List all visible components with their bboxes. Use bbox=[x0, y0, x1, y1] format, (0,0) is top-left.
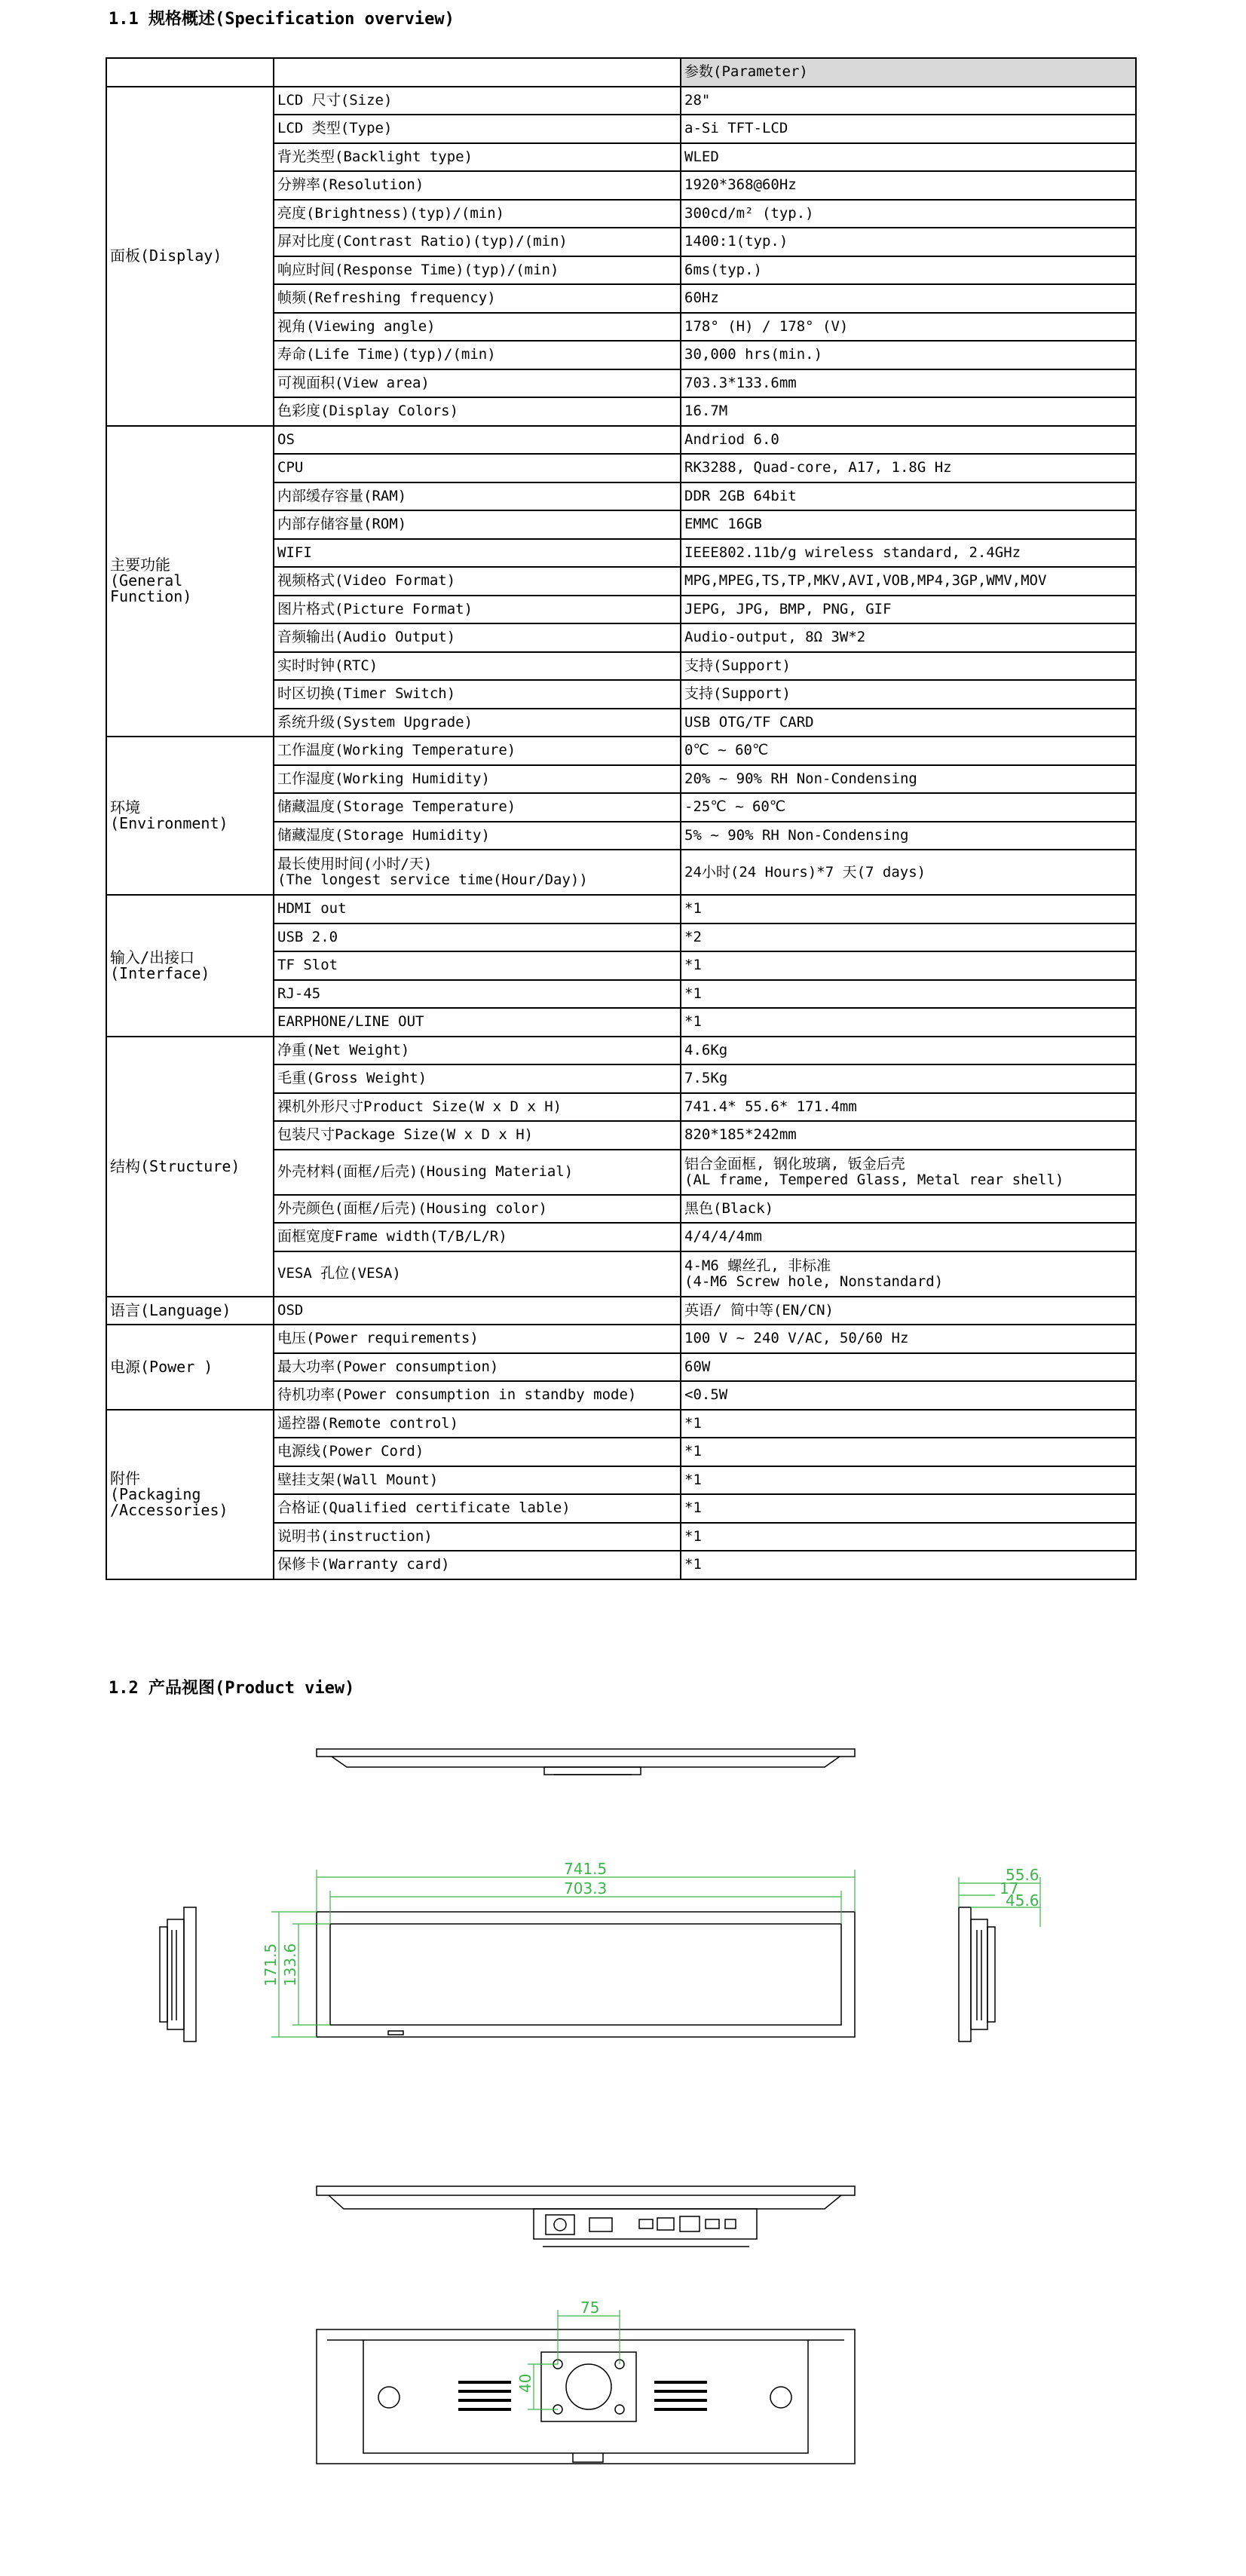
value-cell: EMMC 16GB bbox=[681, 510, 1136, 539]
value-cell: 0℃ ~ 60℃ bbox=[681, 737, 1136, 765]
item-cell: 屏对比度(Contrast Ratio)(typ)/(min) bbox=[274, 228, 681, 256]
item-cell: OSD bbox=[274, 1297, 681, 1325]
table-row bbox=[106, 87, 1136, 115]
value-cell: *2 bbox=[681, 924, 1136, 952]
value-cell: MPG,MPEG,TS,TP,MKV,AVI,VOB,MP4,3GP,WMV,MOV bbox=[681, 567, 1136, 596]
value-cell: *1 bbox=[681, 895, 1136, 924]
item-cell: 储藏温度(Storage Temperature) bbox=[274, 793, 681, 822]
value-cell: 黑色(Black) bbox=[681, 1195, 1136, 1224]
rear-view bbox=[317, 2329, 855, 2464]
product-view-drawing bbox=[0, 1726, 1246, 2480]
table-row bbox=[106, 895, 1136, 924]
dim-depth: 55.6 bbox=[1006, 1866, 1039, 1884]
item-cell: 包装尺寸Package Size(W x D x H) bbox=[274, 1121, 681, 1150]
item-cell: 工作湿度(Working Humidity) bbox=[274, 765, 681, 794]
item-cell: 工作温度(Working Temperature) bbox=[274, 737, 681, 765]
value-text: 铝合金面框, 钢化玻璃, 钣金后壳 bbox=[684, 1155, 905, 1172]
value-cell: 5% ~ 90% RH Non-Condensing bbox=[681, 822, 1136, 850]
item-cell: 可视面积(View area) bbox=[274, 369, 681, 398]
value-cell: *1 bbox=[681, 1410, 1136, 1438]
table-row bbox=[106, 1037, 1136, 1065]
value-cell: 24小时(24 Hours)*7 天(7 days) bbox=[681, 850, 1136, 895]
front-view bbox=[317, 1912, 855, 2037]
category-cell: 结构(Structure) bbox=[106, 1037, 274, 1297]
dim-overall-height: 171.5 bbox=[262, 1943, 280, 1986]
dim-view-width: 703.3 bbox=[564, 1879, 608, 1898]
item-cell: 裸机外形尺寸Product Size(W x D x H) bbox=[274, 1093, 681, 1122]
value-cell: 7.5Kg bbox=[681, 1064, 1136, 1093]
right-side-view bbox=[959, 1907, 995, 2042]
value-cell: *1 bbox=[681, 1438, 1136, 1466]
value-cell: WLED bbox=[681, 143, 1136, 172]
item-cell: 保修卡(Warranty card) bbox=[274, 1551, 681, 1579]
value-cell: 20% ~ 90% RH Non-Condensing bbox=[681, 765, 1136, 794]
value-cell: USB OTG/TF CARD bbox=[681, 709, 1136, 737]
item-cell: 内部存储容量(ROM) bbox=[274, 510, 681, 539]
item-cell: CPU bbox=[274, 454, 681, 482]
value-cell: -25℃ ~ 60℃ bbox=[681, 793, 1136, 822]
header-cell-item bbox=[274, 58, 681, 87]
item-cell: 电源线(Power Cord) bbox=[274, 1438, 681, 1466]
item-cell: 分辨率(Resolution) bbox=[274, 171, 681, 200]
category-cell: 主要功能 (General Function) bbox=[106, 426, 274, 737]
value-cell: 1920*368@60Hz bbox=[681, 171, 1136, 200]
value-cell: 178° (H) / 178° (V) bbox=[681, 313, 1136, 342]
value-cell: 820*185*242mm bbox=[681, 1121, 1136, 1150]
value-cell: 4/4/4/4mm bbox=[681, 1223, 1136, 1251]
item-cell: 视角(Viewing angle) bbox=[274, 313, 681, 342]
item-cell: HDMI out bbox=[274, 895, 681, 924]
value-cell: 28" bbox=[681, 87, 1136, 115]
item-cell: 时区切换(Timer Switch) bbox=[274, 680, 681, 709]
value-cell: 300cd/m² (typ.) bbox=[681, 200, 1136, 228]
item-cell: 音频输出(Audio Output) bbox=[274, 623, 681, 652]
value-cell: 支持(Support) bbox=[681, 680, 1136, 709]
item-text-secondary: (The longest service time(Hour/Day)) bbox=[277, 871, 588, 888]
item-cell: 净重(Net Weight) bbox=[274, 1037, 681, 1065]
item-cell: VESA 孔位(VESA) bbox=[274, 1251, 681, 1297]
value-cell: *1 bbox=[681, 951, 1136, 980]
value-cell: <0.5W bbox=[681, 1381, 1136, 1410]
item-cell: 最大功率(Power consumption) bbox=[274, 1353, 681, 1382]
table-row bbox=[106, 1410, 1136, 1438]
item-cell: 色彩度(Display Colors) bbox=[274, 397, 681, 426]
value-cell: IEEE802.11b/g wireless standard, 2.4GHz bbox=[681, 539, 1136, 568]
value-cell: a-Si TFT-LCD bbox=[681, 115, 1136, 143]
item-cell: 视频格式(Video Format) bbox=[274, 567, 681, 596]
value-cell: 16.7M bbox=[681, 397, 1136, 426]
value-cell: *1 bbox=[681, 1523, 1136, 1551]
item-cell: 外壳颜色(面框/后壳)(Housing color) bbox=[274, 1195, 681, 1224]
item-cell: 电压(Power requirements) bbox=[274, 1325, 681, 1353]
item-cell: 壁挂支架(Wall Mount) bbox=[274, 1466, 681, 1495]
section-title-spec: 1.1 规格概述(Specification overview) bbox=[109, 10, 455, 29]
front-view-dimensions bbox=[271, 1870, 855, 2037]
value-cell bbox=[681, 1150, 1136, 1195]
value-cell: 703.3*133.6mm bbox=[681, 369, 1136, 398]
table-header-row bbox=[106, 58, 1136, 87]
table-row bbox=[106, 1297, 1136, 1325]
item-cell: 响应时间(Response Time)(typ)/(min) bbox=[274, 256, 681, 285]
value-cell: 100 V ~ 240 V/AC, 50/60 Hz bbox=[681, 1325, 1136, 1353]
item-cell: LCD 类型(Type) bbox=[274, 115, 681, 143]
dim-view-height: 133.6 bbox=[281, 1943, 299, 1986]
value-cell: *1 bbox=[681, 1551, 1136, 1579]
value-cell: RK3288, Quad-core, A17, 1.8G Hz bbox=[681, 454, 1136, 482]
item-cell: 毛重(Gross Weight) bbox=[274, 1064, 681, 1093]
item-cell: 外壳材料(面框/后壳)(Housing Material) bbox=[274, 1150, 681, 1195]
item-cell: 图片格式(Picture Format) bbox=[274, 596, 681, 624]
item-cell: OS bbox=[274, 426, 681, 455]
dim-vesa-horizontal: 75 bbox=[580, 2299, 600, 2317]
top-view bbox=[317, 1749, 855, 1775]
value-cell: *1 bbox=[681, 980, 1136, 1009]
item-cell: 背光类型(Backlight type) bbox=[274, 143, 681, 172]
value-cell: 30,000 hrs(min.) bbox=[681, 341, 1136, 369]
dim-depth-a: 17 bbox=[1000, 1879, 1019, 1898]
item-cell: 系统升级(System Upgrade) bbox=[274, 709, 681, 737]
left-side-view bbox=[160, 1907, 196, 2042]
item-cell: RJ-45 bbox=[274, 980, 681, 1009]
item-cell: EARPHONE/LINE OUT bbox=[274, 1008, 681, 1037]
category-cell: 输入/出接口 (Interface) bbox=[106, 895, 274, 1037]
item-cell: TF Slot bbox=[274, 951, 681, 980]
table-row bbox=[106, 426, 1136, 455]
dim-depth-b: 45.6 bbox=[1006, 1891, 1039, 1910]
table-row bbox=[106, 737, 1136, 765]
value-cell: DDR 2GB 64bit bbox=[681, 482, 1136, 511]
item-cell: 实时时钟(RTC) bbox=[274, 652, 681, 681]
item-cell: 合格证(Qualified certificate lable) bbox=[274, 1494, 681, 1523]
category-cell: 语言(Language) bbox=[106, 1297, 274, 1325]
item-text: 最长使用时间(小时/天) bbox=[277, 856, 433, 872]
spec-table bbox=[106, 57, 1137, 1580]
value-cell: 4.6Kg bbox=[681, 1037, 1136, 1065]
value-cell: JEPG, JPG, BMP, PNG, GIF bbox=[681, 596, 1136, 624]
item-cell: 遥控器(Remote control) bbox=[274, 1410, 681, 1438]
item-cell: LCD 尺寸(Size) bbox=[274, 87, 681, 115]
value-cell: 1400:1(typ.) bbox=[681, 228, 1136, 256]
dim-vesa-vertical: 40 bbox=[516, 2373, 534, 2393]
item-cell: WIFI bbox=[274, 539, 681, 568]
item-cell: 内部缓存容量(RAM) bbox=[274, 482, 681, 511]
value-text-secondary: (4-M6 Screw hole, Nonstandard) bbox=[684, 1273, 944, 1290]
value-cell: 741.4* 55.6* 171.4mm bbox=[681, 1093, 1136, 1122]
value-cell: 60W bbox=[681, 1353, 1136, 1382]
item-cell bbox=[274, 850, 681, 895]
item-cell: 储藏湿度(Storage Humidity) bbox=[274, 822, 681, 850]
item-cell: 寿命(Life Time)(typ)/(min) bbox=[274, 341, 681, 369]
table-row bbox=[106, 1325, 1136, 1353]
value-cell: 英语/ 简中等(EN/CN) bbox=[681, 1297, 1136, 1325]
value-text-secondary: (AL frame, Tempered Glass, Metal rear shell) bbox=[684, 1171, 1064, 1188]
category-cell: 环境 (Environment) bbox=[106, 737, 274, 895]
bottom-view bbox=[317, 2186, 855, 2247]
header-cell-parameter: 参数(Parameter) bbox=[681, 58, 1136, 87]
value-cell: *1 bbox=[681, 1008, 1136, 1037]
item-cell: 说明书(instruction) bbox=[274, 1523, 681, 1551]
category-cell: 面板(Display) bbox=[106, 87, 274, 426]
value-cell: *1 bbox=[681, 1466, 1136, 1495]
header-cell-category bbox=[106, 58, 274, 87]
value-cell: Andriod 6.0 bbox=[681, 426, 1136, 455]
value-text: 4-M6 螺丝孔, 非标准 bbox=[684, 1257, 831, 1274]
section-title-product-view: 1.2 产品视图(Product view) bbox=[109, 1679, 355, 1698]
value-cell: 60Hz bbox=[681, 284, 1136, 313]
value-cell: Audio-output, 8Ω 3W*2 bbox=[681, 623, 1136, 652]
rear-vents bbox=[458, 2381, 707, 2411]
item-cell: 面框宽度Frame width(T/B/L/R) bbox=[274, 1223, 681, 1251]
value-cell: *1 bbox=[681, 1494, 1136, 1523]
item-cell: 亮度(Brightness)(typ)/(min) bbox=[274, 200, 681, 228]
item-cell: USB 2.0 bbox=[274, 924, 681, 952]
item-cell: 帧频(Refreshing frequency) bbox=[274, 284, 681, 313]
value-cell bbox=[681, 1251, 1136, 1297]
category-cell: 附件 (Packaging /Accessories) bbox=[106, 1410, 274, 1579]
item-cell: 待机功率(Power consumption in standby mode) bbox=[274, 1381, 681, 1410]
value-cell: 6ms(typ.) bbox=[681, 256, 1136, 285]
value-cell: 支持(Support) bbox=[681, 652, 1136, 681]
dim-overall-width: 741.5 bbox=[564, 1860, 608, 1878]
category-cell: 电源(Power ) bbox=[106, 1325, 274, 1410]
